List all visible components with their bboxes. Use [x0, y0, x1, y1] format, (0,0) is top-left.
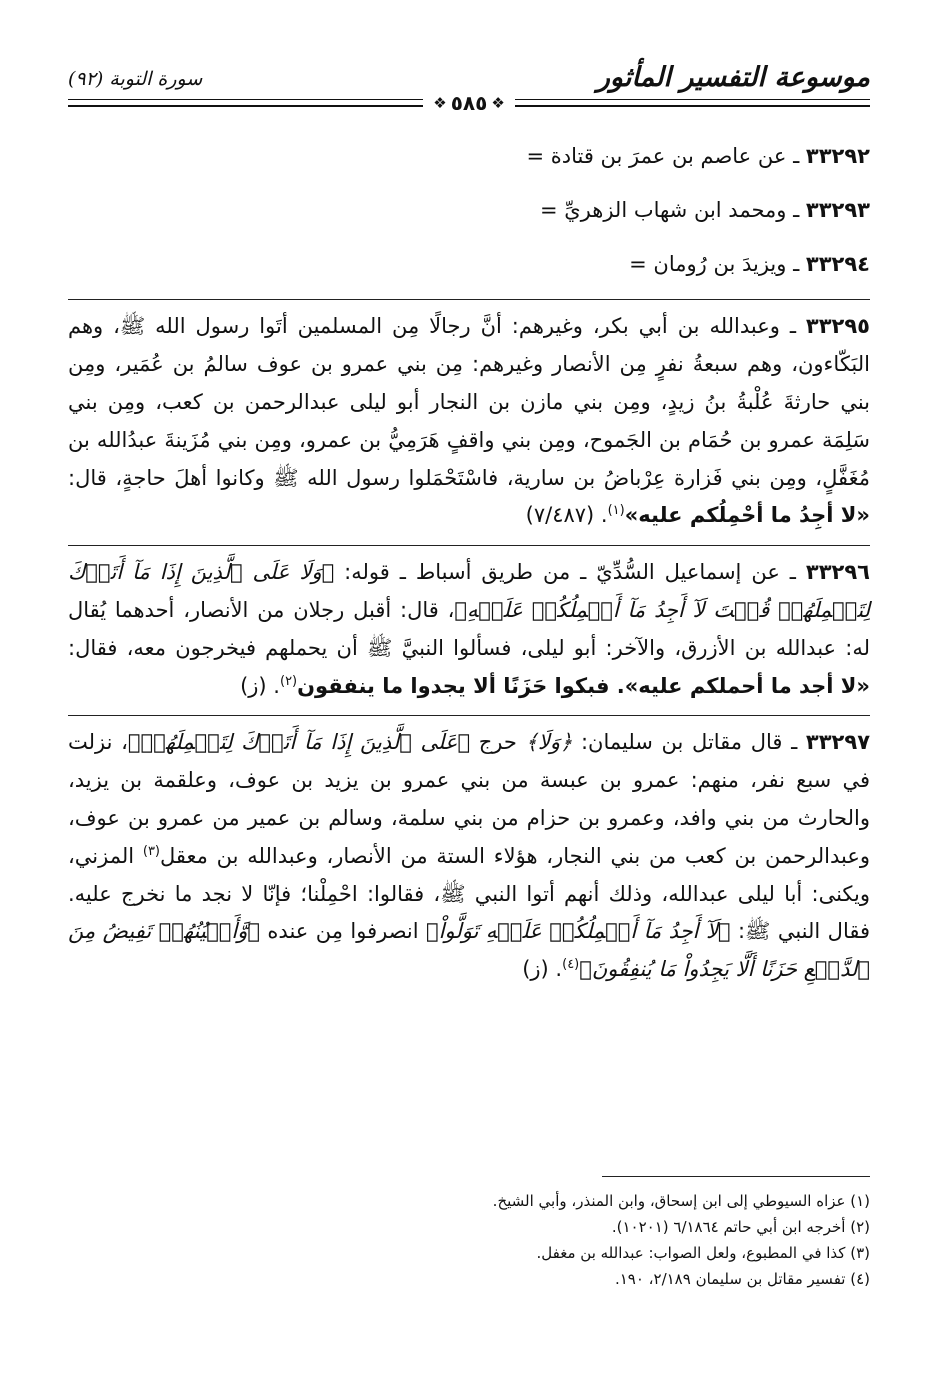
prophet-quote: «لا أجِدُ ما أحْمِلُكم عليه»	[624, 503, 870, 528]
footnote-ref: (٤)	[562, 957, 580, 973]
entry-text: ـ عن إسماعيل السُّدِّيّ ـ من طريق أسباط ـ قوله:	[334, 560, 806, 585]
entry-divider	[68, 545, 870, 546]
header-rule	[68, 92, 870, 114]
footnote: (٢) أخرجه ابن أبي حاتم ٦/١٨٦٤ (١٠٢٠١).	[611, 1218, 870, 1236]
entry-text: حرج	[470, 730, 526, 755]
entry-divider	[68, 715, 870, 716]
hadith-entry	[68, 554, 870, 705]
ornament-icon: ❖	[491, 94, 505, 112]
footnote-ref: (٢)	[279, 673, 298, 689]
entry-text: ـ قال مقاتل بن سليمان:	[572, 730, 806, 755]
entry-number: ٣٣٢٩٤	[805, 251, 870, 276]
entry-number: ٣٣٢٩٧	[805, 730, 871, 755]
entry-text: ـ ويزيدَ بن رُومان =	[629, 251, 806, 276]
footnote: (١) عزاه السيوطي إلى ابن إسحاق، وابن المنذر، وأبي الشيخ.	[492, 1192, 870, 1210]
page-number: ٥٨٥	[450, 91, 488, 115]
footnote-ref: (٣)	[142, 843, 160, 859]
hadith-entry	[68, 138, 870, 176]
quran-verse: ﴿وَلَا عَلَى ٱلَّذِينَ إِذَا مَآ أَتَوۡكَ لِتَحۡمِلَهُمۡ قُلۡتَ لَآ أَجِدُ مَآ أَحۡمِلُكُمۡ عَلَيۡهِ﴾	[68, 560, 870, 622]
source-ref: . (٧/٤٨٧)	[525, 503, 608, 528]
entry-text: ، نزلت في سبع نفر، منهم: عمرو بن عبسة من بني عمرو بن يزيد بن عوف، وعلقمة بن يزيد، والحارث من بني وافد، وعمرو بن حزام من بني سلمة، وسالم بن عمير من عمرو بن عوف، وعبدالرحمن بن كعب من بني النجار، هؤلاء الستة من الأنصار، وعبدالله بن معقل	[68, 730, 870, 868]
entry-text: ـ وعبدالله بن أبي بكر، وغيرهم: أنَّ رجالًا مِن المسلمين أتَوا رسول الله ﷺ، وهم البَكّاءون، وهم سبعةُ نفرٍ مِن الأنصار وغيرهم: مِن بني عمرو بن عوف سالمُ بن عُمَير، ومِن بني حارثةَ عُلْبةُ بنُ زيدٍ، ومِن بني مازن بن النجار أبو ليلى عبدالرحمن بن كعب، ومِن بني سَلِمَة عمرو بن حُمَام بن الجَموح، ومِن بني واقفٍ هَرَمِيُّ بن عمرو، ومِن بني مُزَينةَ عبدُالله بن مُغَفَّلٍ، ومِن بني فَزارة عِرْباضُ بن سارية، فاسْتَحْمَلوا رسول الله ﷺ وكانوا أهلَ حاجةٍ، قال:	[68, 314, 870, 490]
page-number-box	[423, 91, 515, 115]
book-page	[68, 40, 870, 1340]
entry-number: ٣٣٢٩٥	[805, 314, 870, 339]
entry-number: ٣٣٢٩٦	[805, 560, 870, 585]
quran-verse: ﴿لَآ أَجِدُ مَآ أَحۡمِلُكُمۡ عَلَيۡهِ تَوَلَّواْ﴾	[426, 919, 731, 944]
surah-title: سورة التوبة (٩٢)	[68, 68, 203, 90]
hadith-entry	[68, 192, 870, 230]
entry-text: ، قال: أقبل رجلان من الأنصار، أحدهما يُقال له: عبدالله بن الأزرق، والآخر: أبو ليلى، فسألوا النبيَّ ﷺ أن يحملهم فيخرجون معه، فقال:	[68, 597, 870, 660]
hadith-entry	[68, 724, 870, 989]
entry-divider	[68, 299, 870, 300]
page-body	[68, 138, 870, 999]
footnote: (٣) كذا في المطبوع، ولعل الصواب: عبدالله بن مغفل.	[536, 1244, 870, 1262]
hadith-entry	[68, 308, 870, 535]
quran-verse: ﴿وَّأَعۡيُنُهُمۡ تَفِيضُ مِنَ ٱلدَّمۡعِ حَزَنًا أَلَّا يَجِدُواْ مَا يُنفِقُونَ﴾	[68, 919, 870, 982]
footnote: (٤) تفسير مقاتل بن سليمان ٢/١٨٩، ١٩٠.	[614, 1270, 870, 1288]
footnote-separator	[602, 1176, 870, 1177]
entry-text: ـ ومحمد ابن شهاب الزهريِّ =	[539, 197, 806, 222]
book-title: موسوعة التفسير المأثور	[596, 62, 870, 93]
source-ref: . (ز)	[522, 957, 563, 982]
source-ref: . (ز)	[240, 673, 280, 698]
prophet-quote: «لا أجد ما أحملكم عليه». فبكوا حَزَنًا ألا يجدوا ما ينفقون	[297, 673, 870, 698]
footnote-ref: (١)	[607, 503, 625, 519]
quran-verse: ﴿وَلَا﴾	[525, 730, 573, 755]
entry-number: ٣٣٢٩٢	[805, 144, 870, 168]
header-rule-right	[515, 99, 870, 107]
page-header	[68, 40, 870, 115]
entry-text: المزني، ويكنى: أبا ليلى عبدالله، وذلك أنهم أتوا النبي ﷺ، فقالوا: احْمِلْنا؛ فإنّا لا نجد ما نخرج عليه. فقال النبي ﷺ:	[68, 843, 870, 944]
ornament-icon: ❖	[433, 94, 447, 112]
footnotes	[68, 1188, 870, 1292]
quran-verse: ﴿عَلَى ٱلَّذِينَ إِذَا مَآ أَتَوۡكَ لِتَحۡمِلَهُمۡ﴾	[127, 730, 471, 755]
hadith-entry	[68, 246, 870, 284]
entry-text: ـ عن عاصم بن عمرَ بن قتادة =	[526, 144, 806, 168]
entry-number: ٣٣٢٩٣	[805, 197, 870, 222]
header-rule-left	[68, 99, 423, 107]
entry-text: انصرفوا مِن عنده	[259, 919, 427, 944]
